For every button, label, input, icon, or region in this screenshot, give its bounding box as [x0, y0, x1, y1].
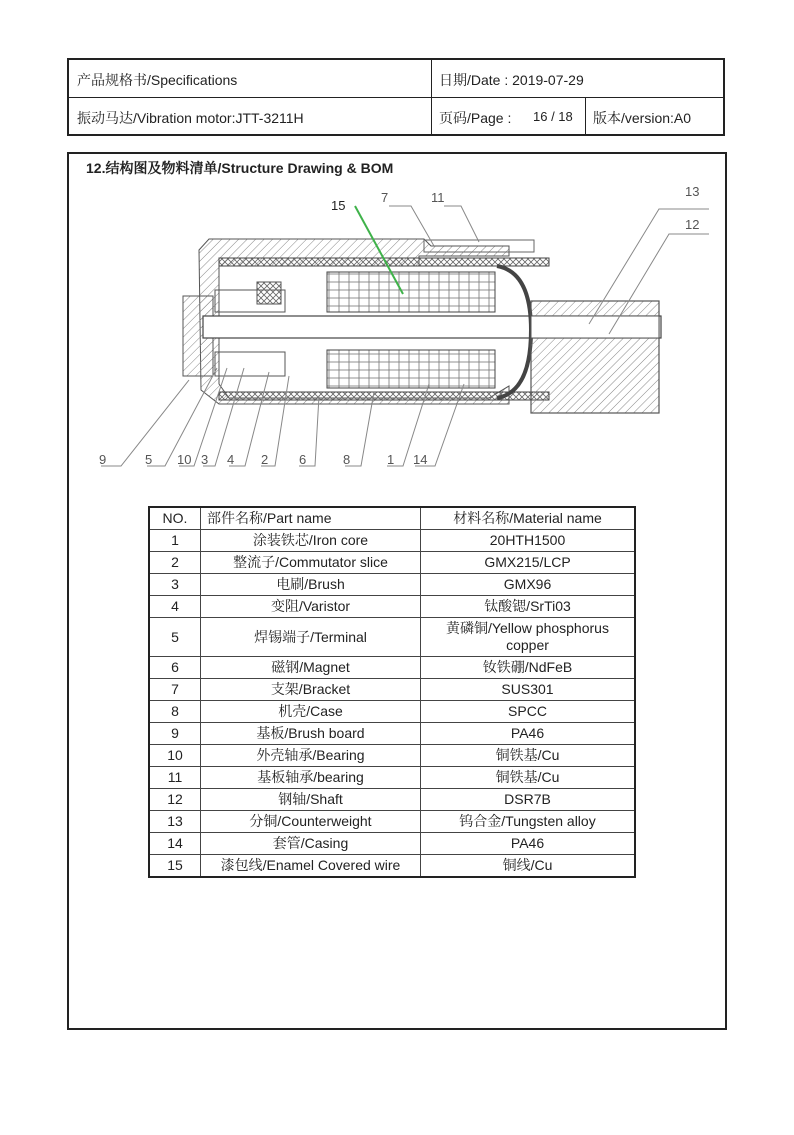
header-part-name: 部件名称/Part name	[201, 507, 421, 530]
bom-cell-material: 铜铁基/Cu	[421, 767, 636, 789]
bom-cell-no: 3	[149, 574, 201, 596]
header-divider-vertical	[585, 97, 586, 134]
bom-cell-no: 6	[149, 657, 201, 679]
table-row	[149, 767, 635, 789]
bom-cell-material: GMX96	[421, 574, 636, 596]
section-title: 12.结构图及物料清单/Structure Drawing & BOM	[86, 160, 394, 176]
bom-cell-material: 黄磷铜/Yellow phosphorus copper	[421, 618, 636, 657]
label-1: 1	[387, 452, 395, 467]
label-7: 7	[381, 190, 389, 205]
label-9: 9	[99, 452, 107, 467]
bom-cell-material: 20HTH1500	[421, 530, 636, 552]
leader-11	[444, 206, 479, 242]
document-header	[67, 58, 725, 136]
counterweight-bore	[531, 316, 659, 338]
label-12: 12	[685, 217, 700, 232]
label-8: 8	[343, 452, 351, 467]
table-row	[149, 789, 635, 811]
product-name: 振动马达/Vibration motor:JTT-3211H	[77, 110, 304, 126]
bom-table	[148, 506, 636, 878]
table-row	[149, 723, 635, 745]
bom-cell-material: 铜铁基/Cu	[421, 745, 636, 767]
bom-cell-no: 15	[149, 855, 201, 878]
bom-cell-part-name: 套管/Casing	[201, 833, 421, 855]
structure-drawing	[69, 154, 725, 484]
bom-cell-no: 10	[149, 745, 201, 767]
bom-cell-no: 13	[149, 811, 201, 833]
table-row	[149, 618, 635, 657]
spec-title: 产品规格书/Specifications	[77, 72, 238, 88]
bom-cell-part-name: 支架/Bracket	[201, 679, 421, 701]
bom-cell-no: 8	[149, 701, 201, 723]
varistor	[257, 282, 281, 304]
table-row	[149, 552, 635, 574]
table-row	[149, 745, 635, 767]
label-6: 6	[299, 452, 307, 467]
bom-cell-part-name: 漆包线/Enamel Covered wire	[201, 855, 421, 878]
bom-cell-no: 2	[149, 552, 201, 574]
label-3: 3	[201, 452, 209, 467]
bom-cell-part-name: 机壳/Case	[201, 701, 421, 723]
label-15: 15	[331, 198, 346, 213]
bom-cell-no: 12	[149, 789, 201, 811]
bom-cell-material: PA46	[421, 833, 636, 855]
bom-cell-material: DSR7B	[421, 789, 636, 811]
header-material-name: 材料名称/Material name	[421, 507, 636, 530]
bom-cell-no: 4	[149, 596, 201, 618]
label-2: 2	[261, 452, 269, 467]
header-no: NO.	[149, 507, 201, 530]
bom-cell-no: 9	[149, 723, 201, 745]
bom-cell-no: 5	[149, 618, 201, 657]
winding-lower	[327, 350, 495, 388]
bom-cell-part-name: 分铜/Counterweight	[201, 811, 421, 833]
bom-cell-part-name: 外壳轴承/Bearing	[201, 745, 421, 767]
bom-cell-material: GMX215/LCP	[421, 552, 636, 574]
bom-cell-no: 7	[149, 679, 201, 701]
bom-cell-material: SPCC	[421, 701, 636, 723]
table-row	[149, 679, 635, 701]
label-13: 13	[685, 184, 700, 199]
date-field: 日期/Date : 2019-07-29	[439, 72, 584, 88]
table-row	[149, 701, 635, 723]
label-11: 11	[431, 190, 445, 205]
table-row	[149, 530, 635, 552]
header-divider	[69, 97, 723, 98]
bom-cell-material: 钛酸锶/SrTi03	[421, 596, 636, 618]
table-row	[149, 855, 635, 878]
bom-cell-part-name: 钢轴/Shaft	[201, 789, 421, 811]
bom-header-row	[149, 507, 635, 530]
bom-cell-no: 14	[149, 833, 201, 855]
bom-cell-part-name: 涂装铁芯/Iron core	[201, 530, 421, 552]
bom-cell-material: SUS301	[421, 679, 636, 701]
bom-cell-material: PA46	[421, 723, 636, 745]
bom-cell-part-name: 磁钢/Magnet	[201, 657, 421, 679]
table-row	[149, 811, 635, 833]
version-field: 版本/version:A0	[593, 110, 692, 126]
label-14: 14	[413, 452, 428, 467]
page-number: 16 / 18	[533, 109, 573, 124]
bom-cell-material: 钕铁硼/NdFeB	[421, 657, 636, 679]
bom-cell-no: 1	[149, 530, 201, 552]
bom-cell-part-name: 焊锡端子/Terminal	[201, 618, 421, 657]
winding-upper	[327, 272, 495, 312]
bom-cell-part-name: 基板轴承/bearing	[201, 767, 421, 789]
label-4: 4	[227, 452, 235, 467]
bom-cell-no: 11	[149, 767, 201, 789]
label-5: 5	[145, 452, 153, 467]
bom-cell-part-name: 变阻/Varistor	[201, 596, 421, 618]
bom-cell-part-name: 基板/Brush board	[201, 723, 421, 745]
table-row	[149, 574, 635, 596]
bom-cell-material: 铜线/Cu	[421, 855, 636, 878]
label-10: 10	[177, 452, 192, 467]
table-row	[149, 657, 635, 679]
bom-cell-part-name: 整流子/Commutator slice	[201, 552, 421, 574]
page-label: 页码/Page :	[439, 110, 512, 126]
table-row	[149, 596, 635, 618]
bom-cell-part-name: 电刷/Brush	[201, 574, 421, 596]
header-divider-vertical	[431, 60, 432, 134]
bom-cell-material: 钨合金/Tungsten alloy	[421, 811, 636, 833]
table-row	[149, 833, 635, 855]
content-frame	[67, 152, 727, 1030]
